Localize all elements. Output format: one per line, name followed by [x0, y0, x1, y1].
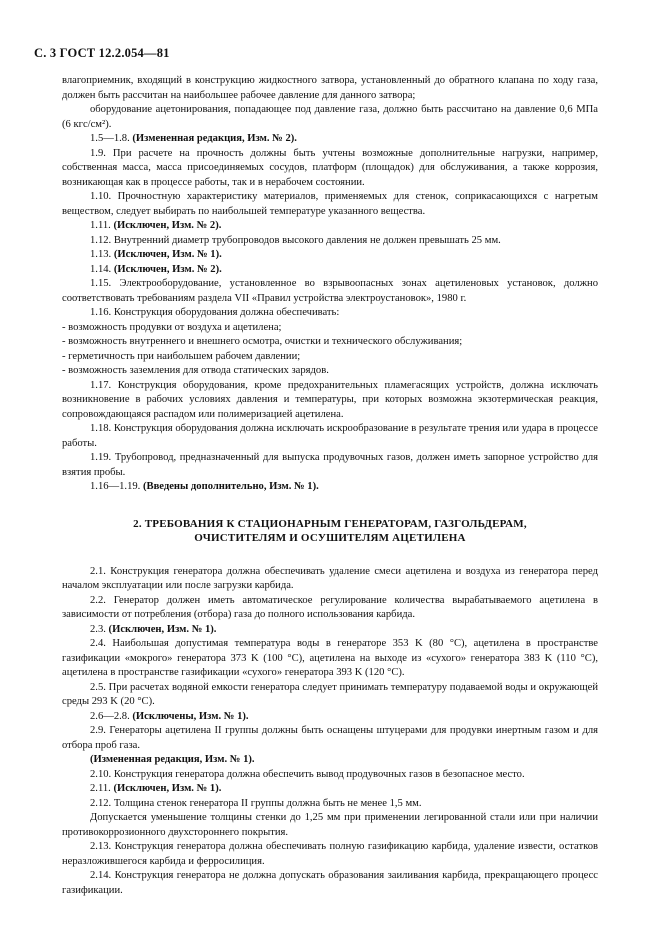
- paragraph: [62, 451, 598, 480]
- paragraph: [62, 724, 598, 753]
- paragraph-text: 1.15. Электрооборудование, установленное во взрывоопасных зонах ацетиленовых установок, должно соответствовать требованиям раздела VII «Правил устройства электроустановок», 1980 г.: [62, 278, 598, 304]
- paragraph: [62, 565, 598, 594]
- list-item-text: - возможность заземления для отвода статических зарядов.: [62, 365, 329, 376]
- list-item: [62, 335, 598, 350]
- amendment-note: [62, 753, 598, 768]
- clause-number: 2.3.: [90, 623, 109, 635]
- paragraph: [62, 637, 598, 681]
- amendment-text: (Исключен, Изм. № 2).: [113, 220, 222, 231]
- amendment-text: (Исключены, Изм. № 1).: [132, 710, 249, 722]
- clause-number: 1.14.: [90, 263, 114, 275]
- amendment-text: (Введены дополнительно, Изм. № 1).: [142, 481, 319, 492]
- paragraph-text: 1.18. Конструкция оборудования должна исключать искрообразование в результате трения или удара в процессе работы.: [62, 423, 598, 449]
- paragraph: [62, 306, 598, 321]
- clause-number: 1.13.: [90, 249, 114, 260]
- section-2-heading: [62, 517, 598, 545]
- paragraph-text: 2.5. При расчетах водяной емкости генератора следует принимать температуру подаваемой воды и окружающей среды 293 K (20 °C).: [62, 681, 598, 707]
- paragraph: [62, 869, 598, 898]
- clause-number: 1.11.: [90, 220, 114, 231]
- list-item: [62, 350, 598, 365]
- amendment-note: [62, 623, 598, 638]
- amendment-text: (Измененная редакция, Изм. № 2).: [132, 133, 297, 144]
- document-body: [62, 74, 598, 898]
- paragraph-text: 1.10. Прочностную характеристику материалов, применяемых для стенок, соприкасающихся с нагретым веществом, следует выбирать по наибольшей температуре указанного вещества.: [62, 191, 598, 217]
- amendment-text: (Исключен, Изм. № 1).: [108, 623, 217, 635]
- paragraph: [62, 840, 598, 869]
- paragraph-text: 2.4. Наибольшая допустимая температура воды в генераторе 353 K (80 °C), ацетилена в пространстве газификации «мокрого» генератора 373 K (100 °C), ацетилена на выходе из «сухого» генератора 383 K (110 °C), ацетилена в пространстве газификации «сухого» генератора 393 K (120 °C).: [62, 638, 598, 678]
- list-item-text: - возможность продувки от воздуха и ацетилена;: [62, 321, 282, 333]
- amendment-note: [62, 782, 598, 797]
- paragraph-text: Допускается уменьшение толщины стенки до 1,25 мм при применении легированной стали или при наличии противокоррозионного двухстороннего покрытия.: [62, 812, 598, 838]
- paragraph-text: 2.1. Конструкция генератора должна обеспечивать удаление смеси ацетилена и воздуха из генератора перед началом эксплуатации или после загрузки карбида.: [62, 565, 598, 591]
- amendment-note: [62, 132, 598, 147]
- paragraph-text: 2.9. Генераторы ацетилена II группы должны быть оснащены штуцерами для продувки инертным газом и для отбора проб газа.: [62, 725, 598, 751]
- list-item-text: - возможность внутреннего и внешнего осмотра, очистки и технического обслуживания;: [62, 336, 463, 347]
- paragraph-text: 1.12. Внутренний диаметр трубопроводов высокого давления не должен превышать 25 мм.: [90, 234, 501, 246]
- section-heading-line-2: ОЧИСТИТЕЛЯМ И ОСУШИТЕЛЯМ АЦЕТИЛЕНА: [194, 531, 466, 544]
- paragraph-text: 1.16. Конструкция оборудования должна обеспечивать:: [90, 307, 340, 318]
- section-heading-line-1: 2. ТРЕБОВАНИЯ К СТАЦИОНАРНЫМ ГЕНЕРАТОРАМ, ГАЗГОЛЬДЕРАМ,: [133, 517, 527, 530]
- amendment-note: [62, 219, 598, 234]
- paragraph: [62, 147, 598, 191]
- paragraph-text: 1.19. Трубопровод, предназначенный для выпуска продувочных газов, должен иметь запорное устройство для взятия пробы.: [62, 452, 598, 478]
- paragraph-text: 2.12. Толщина стенок генератора II группы должна быть не менее 1,5 мм.: [90, 797, 422, 809]
- paragraph-text: влагоприемник, входящий в конструкцию жидкостного затвора, установленный до обратного клапана по ходу газа, должен быть рассчитан на наибольшее рабочее давление для данного затвора;: [62, 75, 598, 101]
- paragraph: [62, 594, 598, 623]
- paragraph-text: 2.13. Конструкция генератора должна обеспечивать полную газификацию карбида, удаление извести, остатков неразложившегося карбида и ферросилиция.: [62, 841, 598, 867]
- paragraph: [62, 811, 598, 840]
- clause-number: 1.5—1.8.: [90, 133, 133, 144]
- paragraph: [62, 277, 598, 306]
- paragraph-continuation: [62, 74, 598, 103]
- amendment-text: (Исключен, Изм. № 1).: [113, 783, 222, 794]
- paragraph-text: 2.2. Генератор должен иметь автоматическое регулирование количества вырабатываемого ацетилена в зависимости от потребления (отбора) газа до полного использования карбида.: [62, 594, 598, 620]
- amendment-text: (Исключен, Изм. № 2).: [113, 263, 222, 275]
- paragraph: [62, 797, 598, 812]
- list-item: [62, 364, 598, 379]
- paragraph-text: 2.14. Конструкция генератора не должна допускать образования заиливания карбида, прекращающего процесс газификации.: [62, 870, 598, 896]
- section-2-paragraphs: [62, 565, 598, 899]
- paragraph-text: оборудование ацетонирования, попадающее под давление газа, должно быть рассчитано на давление 0,6 МПа (6 кгс/см²).: [62, 104, 598, 130]
- paragraph: [62, 681, 598, 710]
- list-item: [62, 321, 598, 336]
- amendment-note: [62, 480, 598, 495]
- amendment-text: (Исключен, Изм. № 1).: [113, 249, 222, 260]
- paragraph-text: 1.9. При расчете на прочность должны быть учтены возможные дополнительные нагрузки, например, собственная масса, масса присоединяемых сосудов, платформ (площадок) для обслуживания, а также коррозия, возникающая как в процессе работы, так и в нерабочем состоянии.: [62, 147, 598, 188]
- clause-number: 2.11.: [90, 783, 114, 794]
- paragraph: [62, 379, 598, 423]
- clause-number: 2.6—2.8.: [90, 710, 133, 722]
- paragraph: [62, 422, 598, 451]
- paragraph: [62, 768, 598, 783]
- list-item-text: - герметичность при наибольшем рабочем давлении;: [62, 350, 301, 362]
- paragraph: [62, 234, 598, 249]
- paragraph: [62, 103, 598, 132]
- amendment-note: [62, 248, 598, 263]
- paragraph-text: 1.17. Конструкция оборудования, кроме предохранительных пламегасящих устройств, должна исключать возникновение в рабочих условиях давления и температуры, при которых возможна экзотермическая реакция, сопровождающаяся распадом или полимеризацией ацетилена.: [62, 379, 598, 420]
- amendment-note: [62, 263, 598, 278]
- page-header: С. 3 ГОСТ 12.2.054—81: [34, 46, 170, 60]
- amendment-text: (Измененная редакция, Изм. № 1).: [90, 754, 255, 765]
- amendment-note: [62, 710, 598, 725]
- paragraph: [62, 190, 598, 219]
- clause-number: 1.16—1.19.: [90, 481, 143, 492]
- paragraph-text: 2.10. Конструкция генератора должна обеспечить вывод продувочных газов в безопасное место.: [90, 768, 525, 780]
- section-1-paragraphs: [62, 74, 598, 495]
